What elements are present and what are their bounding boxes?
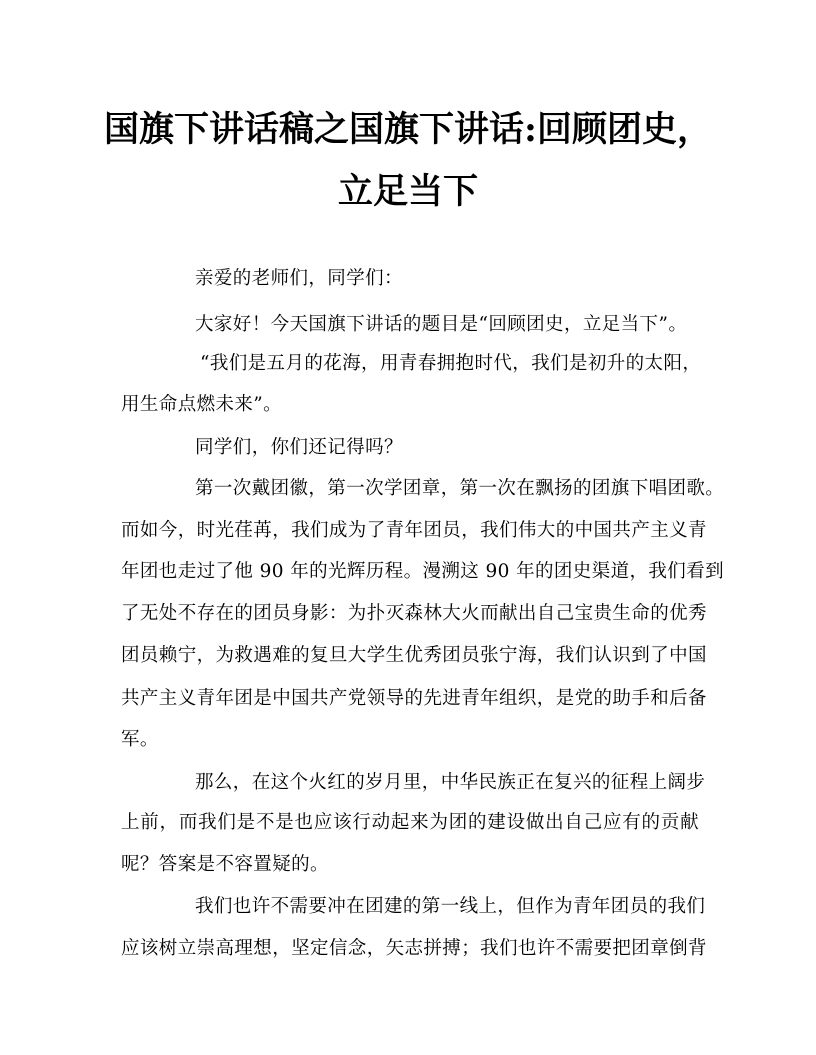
paragraph-greeting: 亲爱的老师们，同学们： bbox=[195, 268, 403, 289]
paragraph-quote-line: 用生命点燃未来”。 bbox=[121, 394, 283, 415]
paragraph-line: 了无处不存在的团员身影：为扑灭森林大火而献出自己宝贵生命的优秀 bbox=[121, 603, 707, 624]
paragraph-line: 年团也走过了他 90 年的光辉历程。漫溯这 90 年的团史渠道，我们看到 bbox=[121, 561, 725, 582]
paragraph-line: 应该树立崇高理想，坚定信念，矢志拼搏；我们也许不需要把团章倒背 bbox=[121, 938, 707, 959]
document-title-line-2: 立足当下 bbox=[337, 171, 478, 212]
paragraph-question: 同学们，你们还记得吗？ bbox=[195, 437, 403, 458]
paragraph-line: 那么，在这个火红的岁月里，中华民族正在复兴的征程上阔步 bbox=[195, 772, 706, 793]
paragraph-line: 而如今，时光荏苒，我们成为了青年团员，我们伟大的中国共产主义青 bbox=[121, 520, 707, 541]
paragraph-line: 军。 bbox=[121, 729, 159, 750]
document-title-line-1: 国旗下讲话稿之国旗下讲话:回顾团史， bbox=[104, 109, 712, 150]
paragraph-line: 共产主义青年团是中国共产党领导的先进青年组织，是党的助手和后备 bbox=[121, 688, 707, 709]
paragraph-opening: 大家好！今天国旗下讲话的题目是“回顾团史，立足当下”。 bbox=[195, 314, 688, 335]
paragraph-line: 第一次戴团徽，第一次学团章，第一次在飘扬的团旗下唱团歌。 bbox=[195, 478, 725, 499]
paragraph-quote-line: “我们是五月的花海，用青春拥抱时代，我们是初升的太阳， bbox=[200, 353, 702, 374]
paragraph-line: 我们也许不需要冲在团建的第一线上，但作为青年团员的我们 bbox=[195, 896, 706, 917]
paragraph-line: 团员赖宁，为救遇难的复旦大学生优秀团员张宁海，我们认识到了中国 bbox=[121, 645, 707, 666]
paragraph-line: 上前，而我们是不是也应该行动起来为团的建设做出自己应有的贡献 bbox=[121, 812, 699, 833]
paragraph-line: 呢？答案是不容置疑的。 bbox=[121, 854, 329, 875]
